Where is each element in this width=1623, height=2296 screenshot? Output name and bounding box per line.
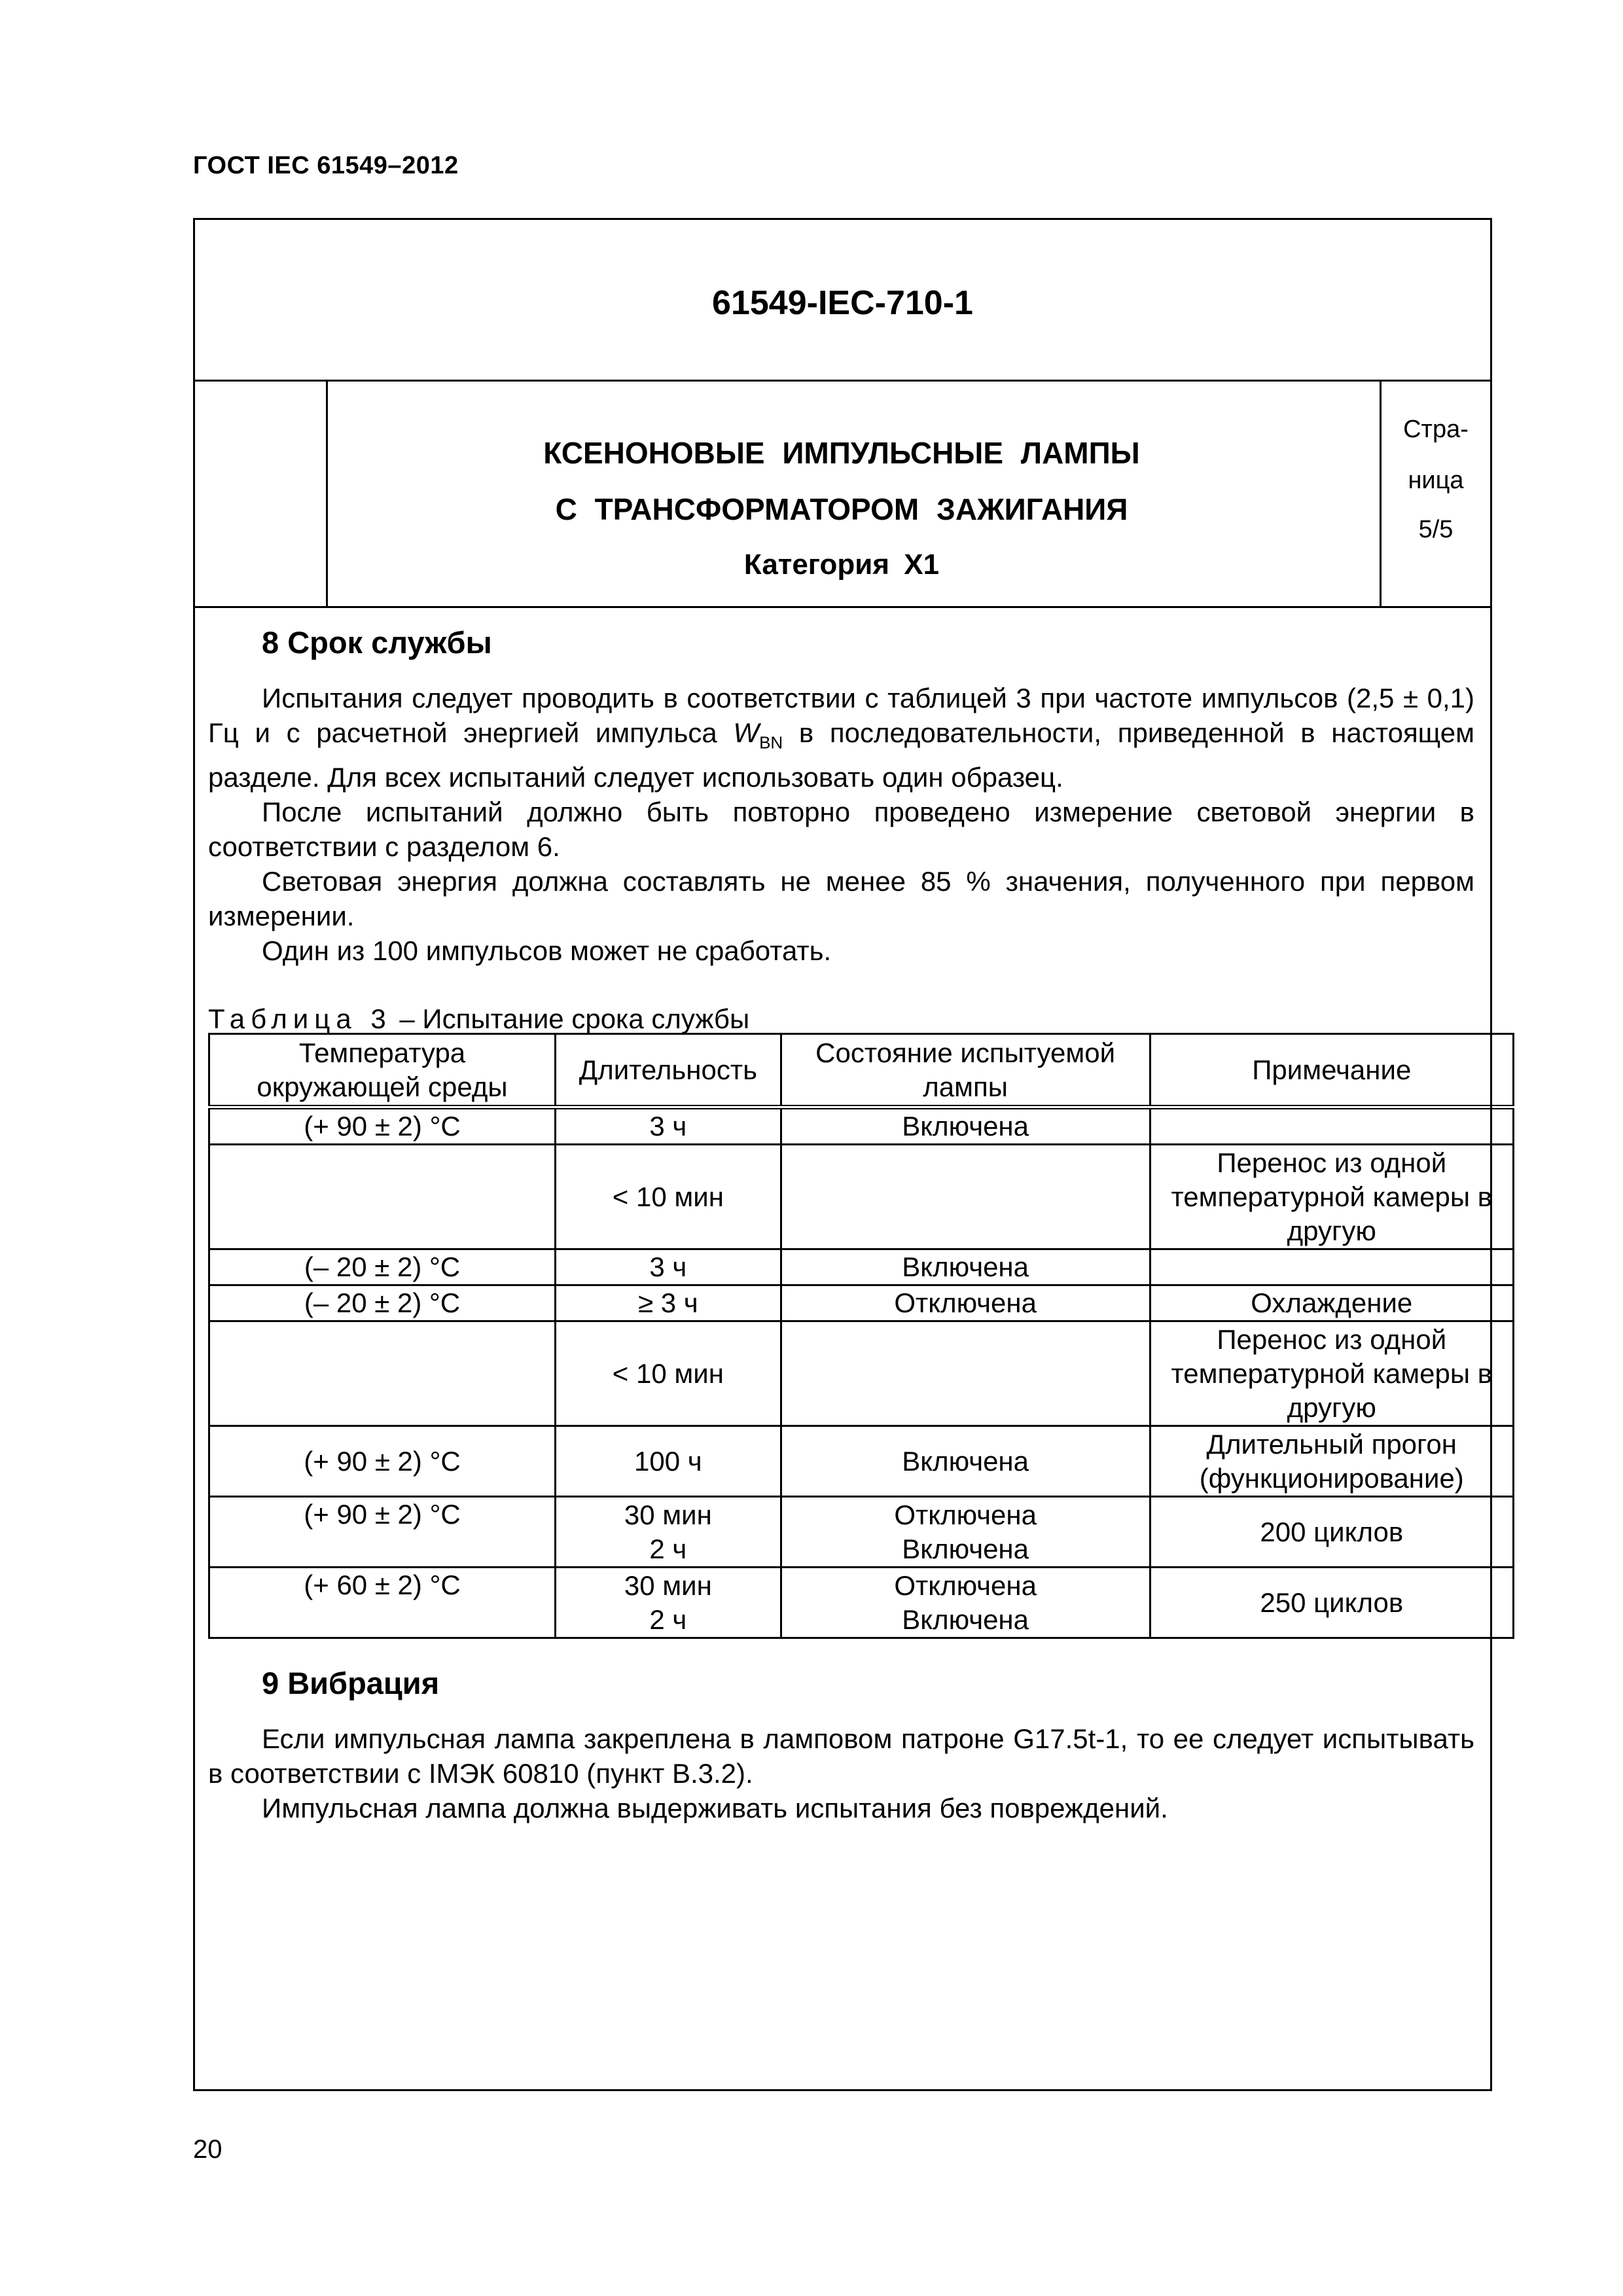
cell-state: Включена xyxy=(781,1107,1150,1145)
title-category: Категория X1 xyxy=(743,548,940,581)
table-header-row xyxy=(209,1034,1514,1107)
title-line-1: КСЕНОНОВЫЕ ИМПУЛЬСНЫЕ ЛАМПЫ xyxy=(543,436,1140,470)
cell-duration: 100 ч xyxy=(555,1426,781,1497)
cell-temperature: (– 20 ± 2) °С xyxy=(209,1285,556,1321)
cell-note: Перенос из одной температурной камеры в другую xyxy=(1150,1321,1513,1426)
cell-temperature: (– 20 ± 2) °С xyxy=(209,1249,556,1285)
cell-note: Перенос из одной температурной камеры в другую xyxy=(1150,1145,1513,1249)
energy-subscript: BN xyxy=(759,732,783,753)
cell-duration-line-1: 30 мин xyxy=(624,1570,712,1601)
cell-state-line-2: Включена xyxy=(902,1604,1029,1635)
table-row xyxy=(209,1321,1514,1426)
sheet-page-label-1: Стра- xyxy=(1403,416,1469,443)
title-line-2: С ТРАНСФОРМАТОРОМ ЗАЖИГАНИЯ xyxy=(555,492,1128,526)
cell-duration: < 10 мин xyxy=(555,1321,781,1426)
table-3-caption-label: Таблица 3 xyxy=(208,1003,392,1034)
section-9 xyxy=(208,1666,1474,1825)
table-3-caption xyxy=(208,1003,749,1035)
cell-duration-line-2: 2 ч xyxy=(649,1533,687,1564)
cell-state xyxy=(781,1321,1150,1426)
cell-temperature xyxy=(209,1321,556,1426)
cell-temperature: (+ 90 ± 2) °С xyxy=(209,1426,556,1497)
section-9-paragraph-2: Импульсная лампа должна выдерживать испытания без повреждений. xyxy=(262,1793,1168,1823)
cell-state xyxy=(781,1497,1150,1568)
table-row xyxy=(209,1145,1514,1249)
sheet-page-cell xyxy=(1380,382,1490,606)
table-row xyxy=(209,1426,1514,1497)
section-8-paragraph-3: Световая энергия должна составлять не менее 85 % значения, полученного при первом измерении. xyxy=(208,866,1474,932)
cell-duration: ≥ 3 ч xyxy=(555,1285,781,1321)
column-header-duration: Длительность xyxy=(555,1034,781,1107)
title-row xyxy=(195,382,1490,608)
column-header-temperature: Температура окружающей среды xyxy=(209,1034,556,1107)
title-left-cell xyxy=(195,382,328,606)
cell-note: 200 циклов xyxy=(1150,1497,1513,1568)
table-row xyxy=(209,1497,1514,1568)
cell-note xyxy=(1150,1249,1513,1285)
cell-temperature xyxy=(209,1145,556,1249)
column-header-state: Состояние испытуемой лампы xyxy=(781,1034,1150,1107)
cell-note: Охлаждение xyxy=(1150,1285,1513,1321)
cell-note: Длительный прогон (функционирование) xyxy=(1150,1426,1513,1497)
cell-duration-line-2: 2 ч xyxy=(649,1604,687,1635)
section-8-heading: 8 Срок службы xyxy=(262,625,492,660)
cell-state-line-1: Отключена xyxy=(894,1499,1037,1530)
table-3 xyxy=(208,1033,1514,1639)
sheet-page-label-2: ница xyxy=(1408,467,1464,494)
p1-text-before: Испытания следует проводить в соответствии с таблицей 3 при частоте импульсов (2,5 ± 0,1) Гц и с расчетной энергией импульса xyxy=(208,683,1474,748)
table-row xyxy=(209,1249,1514,1285)
table-row xyxy=(209,1285,1514,1321)
cell-duration: 3 ч xyxy=(555,1249,781,1285)
cell-state: Отключена xyxy=(781,1285,1150,1321)
section-9-paragraph-1: Если импульсная лампа закреплена в ламповом патроне G17.5t-1, то ее следует испытывать в соответствии с IМЭК 60810 (пункт В.3.2). xyxy=(208,1723,1474,1789)
section-8-paragraph-2: После испытаний должно быть повторно проведено измерение световой энергии в соответствии с разделом 6. xyxy=(208,797,1474,863)
cell-note: 250 циклов xyxy=(1150,1568,1513,1638)
cell-note xyxy=(1150,1107,1513,1145)
page-number: 20 xyxy=(193,2135,223,2164)
table-row xyxy=(209,1107,1514,1145)
title-block xyxy=(328,382,1355,606)
section-8 xyxy=(208,625,1474,968)
cell-duration-line-1: 30 мин xyxy=(624,1499,712,1530)
cell-temperature: (+ 90 ± 2) °С xyxy=(209,1107,556,1145)
column-header-note: Примечание xyxy=(1150,1034,1513,1107)
cell-state xyxy=(781,1145,1150,1249)
section-8-paragraph-1 xyxy=(208,681,1474,795)
cell-duration xyxy=(555,1497,781,1568)
cell-duration xyxy=(555,1568,781,1638)
energy-symbol: W xyxy=(733,717,760,748)
table-3-caption-text: – Испытание срока службы xyxy=(391,1003,750,1034)
cell-temperature: (+ 90 ± 2) °С xyxy=(209,1497,556,1568)
cell-duration: < 10 мин xyxy=(555,1145,781,1249)
cell-state-line-1: Отключена xyxy=(894,1570,1037,1601)
doc-code: 61549-IEC-710-1 xyxy=(195,220,1490,382)
sheet-page-value: 5/5 xyxy=(1418,516,1454,543)
cell-temperature: (+ 60 ± 2) °С xyxy=(209,1568,556,1638)
cell-state xyxy=(781,1568,1150,1638)
cell-state: Включена xyxy=(781,1249,1150,1285)
table-row xyxy=(209,1568,1514,1638)
section-9-heading: 9 Вибрация xyxy=(262,1666,440,1700)
section-8-paragraph-4: Один из 100 импульсов может не сработать. xyxy=(262,935,832,967)
page-header: ГОСТ IEC 61549–2012 xyxy=(193,152,459,179)
cell-state: Включена xyxy=(781,1426,1150,1497)
cell-state-line-2: Включена xyxy=(902,1533,1029,1564)
cell-duration: 3 ч xyxy=(555,1107,781,1145)
p1-text-after: в последовательности, приведенной в настоящем разделе. Для всех испытаний следует использовать один образец. xyxy=(208,717,1475,793)
